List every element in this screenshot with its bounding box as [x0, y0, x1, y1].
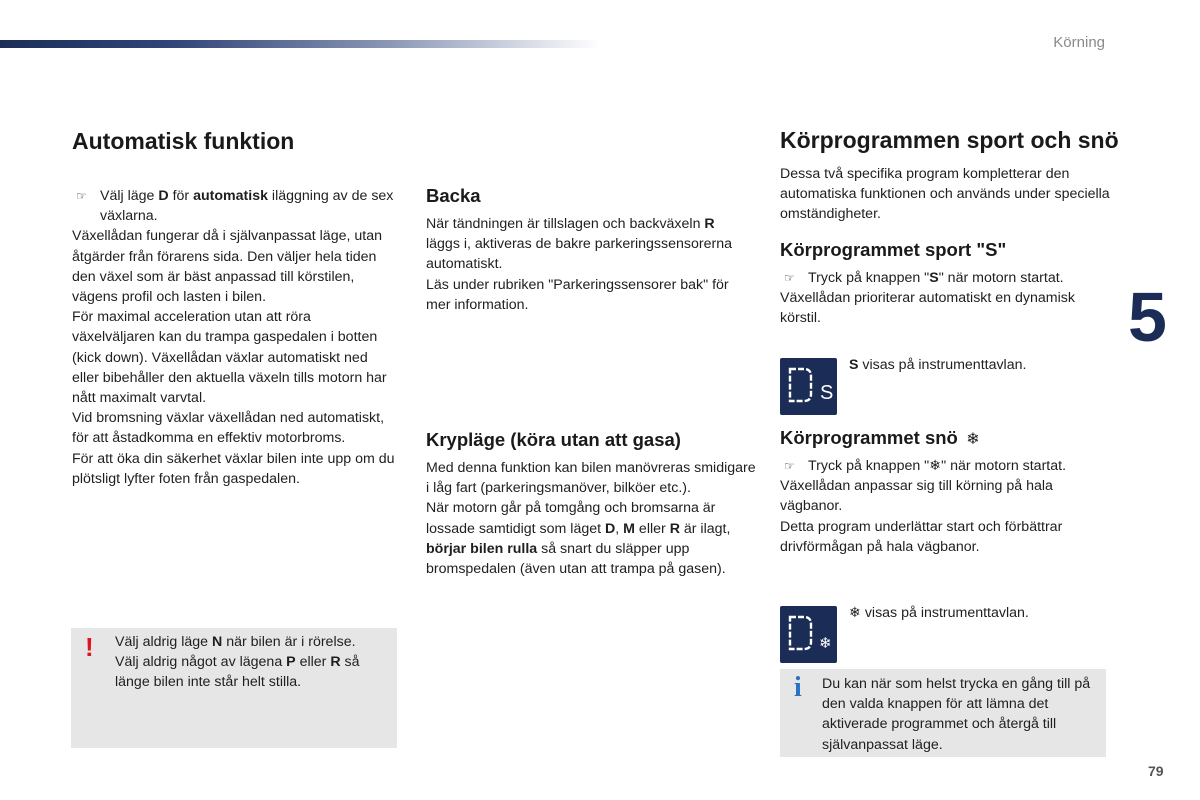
sport-display-icon	[780, 358, 837, 415]
sport-bullet: ☞ Tryck på knappen "S" när motorn startat.	[780, 268, 1110, 288]
snow-title-row	[780, 426, 980, 450]
backa-section	[426, 214, 746, 315]
snow-icon-flake: ❄	[819, 635, 832, 652]
backa-title: Backa	[426, 185, 481, 206]
header-gradient-bar	[0, 40, 600, 48]
snow-title: Körprogrammet snö	[780, 427, 958, 448]
snow-bullet: ☞ Tryck på knappen "❄" när motorn startat.	[780, 456, 1110, 476]
pointing-hand-icon: ☞	[76, 189, 87, 203]
kryp-body: Med denna funktion kan bilen manövreras smidigare i låg fart (parkeringsmanöver, bilköer etc.).	[426, 460, 756, 497]
page-number: 79	[1148, 763, 1164, 779]
programs-title: Körprogrammen sport och snö	[780, 127, 1119, 153]
info-icon: i	[794, 672, 802, 703]
automatic-body-4: För att öka din säkerhet växlar bilen inte upp om du plötsligt lyfter foten från gaspedalen.	[72, 450, 395, 487]
programs-intro: Dessa två specifika program kompletterar den automatiska funktionen och används under speciella omständigheter.	[780, 166, 1110, 223]
automatic-title: Automatisk funktion	[72, 128, 295, 154]
kryp-title: Krypläge (köra utan att gasa)	[426, 429, 681, 450]
section-label: Körning	[1053, 34, 1105, 51]
sport-display-text: S visas på instrumenttavlan.	[849, 357, 1027, 373]
snow-section	[780, 456, 1110, 557]
warning-icon: !	[85, 632, 94, 662]
snow-display-icon	[780, 606, 837, 663]
automatic-bullet: ☞ Välj läge D för automatisk iläggning av de sex växlarna.	[76, 188, 394, 225]
snow-display-text: ❄ visas på instrumenttavlan.	[849, 605, 1029, 621]
snowflake-icon: ❄	[849, 605, 861, 621]
snow-body: Växellådan anpassar sig till körning på hala vägbanor.	[780, 478, 1053, 515]
backa-body: När tändningen är tillslagen och backväxeln R läggs i, aktiveras de bakre parkeringssensorerna automatiskt.	[426, 216, 732, 273]
snowflake-icon: ❄	[966, 431, 980, 448]
automatic-body-3: Vid bromsning växlar växellådan ned automatiskt, för att åstadkomma en effektiv motorbroms.	[72, 410, 385, 447]
sport-section	[780, 268, 1110, 329]
sport-body: Växellådan prioriterar automatiskt en dynamisk körstil.	[780, 290, 1075, 327]
snow-body-2: Detta program underlättar start och förbättrar drivförmågan på hala vägbanor.	[780, 518, 1063, 555]
pointing-hand-icon: ☞	[784, 459, 795, 473]
sport-icon-letter: S	[820, 382, 834, 404]
kryp-section	[426, 458, 756, 579]
automatic-body-2: För maximal acceleration utan att röra växelväljaren kan du trampa gaspedalen i botten (kick down). Växellådan växlar automatiskt ned eller bibehåller den aktuella växeln tills motorn har nått maximalt varvtal.	[72, 309, 387, 407]
backa-body-2: Läs under rubriken "Parkeringssensorer bak" för mer information.	[426, 276, 729, 313]
pointing-hand-icon: ☞	[784, 271, 795, 285]
info-text: Du kan när som helst trycka en gång till på den valda knappen för att lämna det aktiverade programmet och återgå till självanpassat läge.	[822, 676, 1091, 753]
automatic-section	[72, 186, 397, 489]
warning-box	[71, 628, 397, 748]
sport-title: Körprogrammet sport "S"	[780, 239, 1007, 260]
automatic-body: Växellådan fungerar då i självanpassat läge, utan åtgärder från förarens sida. Den väljer hela tiden den växel som är bäst anpassad till körstilen, vägens profil och lasten i bilen.	[72, 228, 382, 306]
info-box	[780, 669, 1106, 757]
chapter-number: 5	[1128, 278, 1167, 356]
kryp-body-2: När motorn går på tomgång och bromsarna är lossade samtidigt som läget D, M eller R är ilagt, börjar bilen rulla så snart du släpper upp bromspedalen (även utan att trampa på gasen).	[426, 500, 731, 578]
warning-text: Välj aldrig läge N när bilen är i rörelse. Välj aldrig något av lägena P eller R så länge bilen inte står helt stilla.	[115, 634, 360, 691]
